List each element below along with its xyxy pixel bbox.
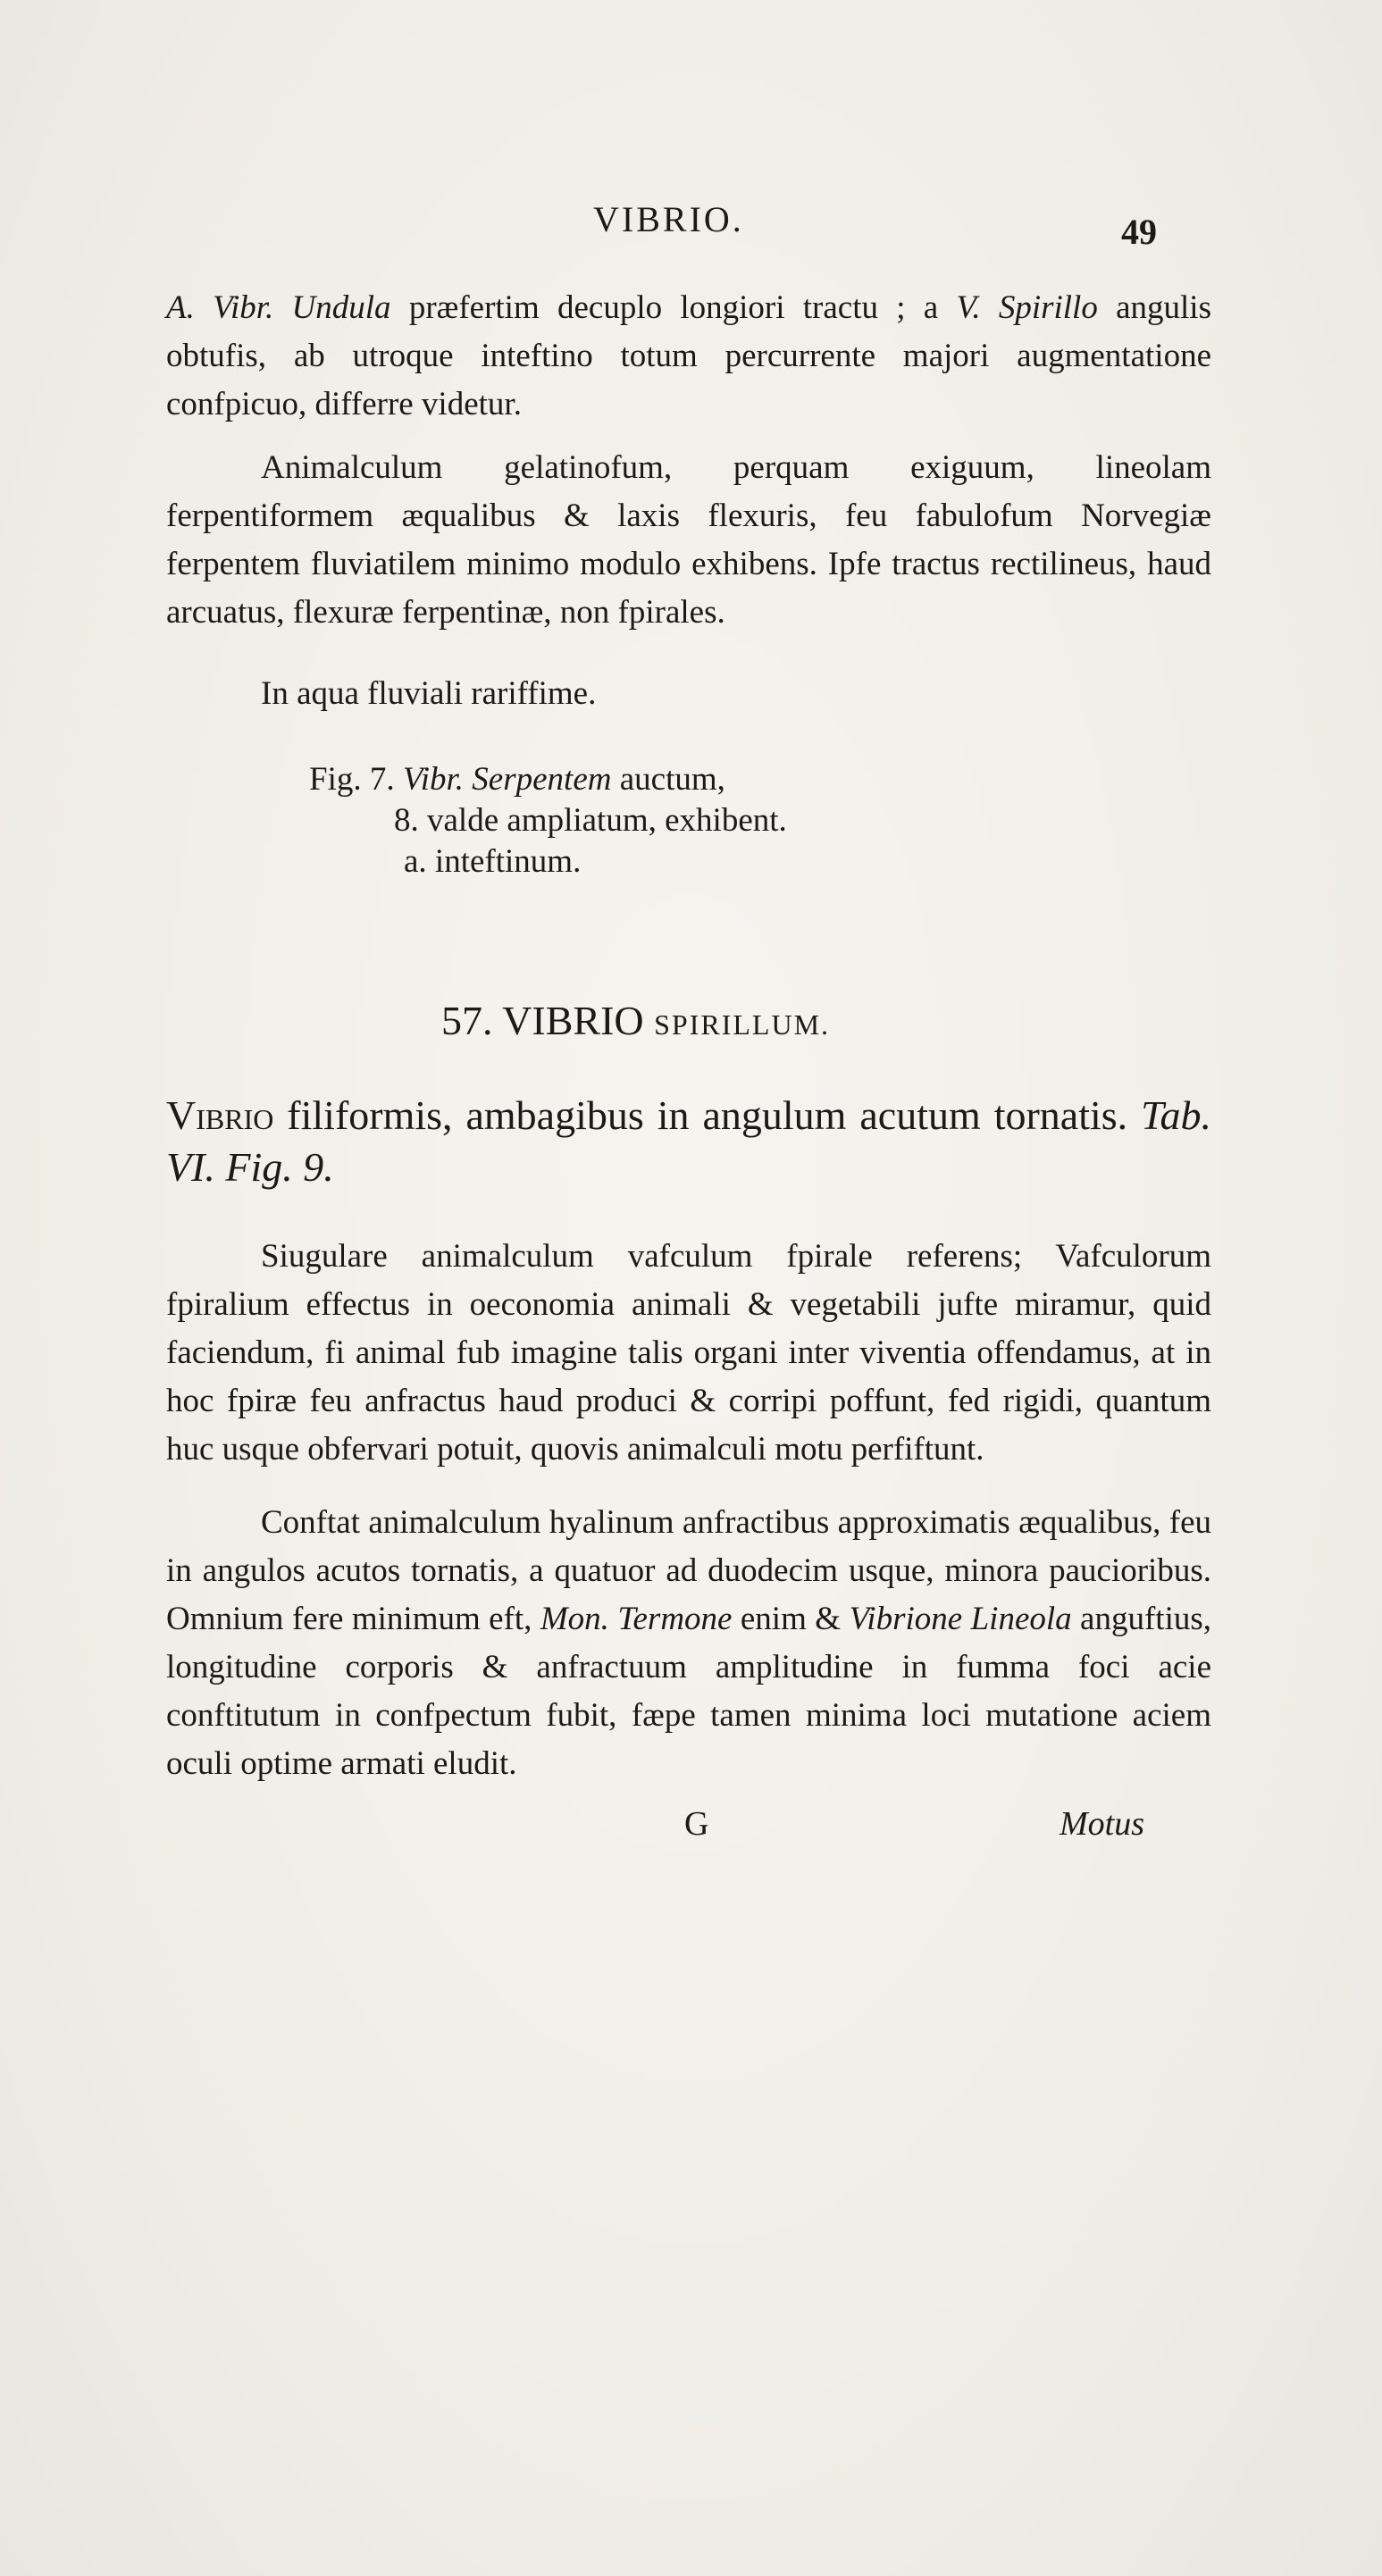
species-genus: VIBRIO xyxy=(502,998,644,1043)
paragraph-habitat xyxy=(166,670,1211,718)
paragraph-spiral xyxy=(166,1233,1211,1474)
paragraph-description xyxy=(166,444,1211,637)
figure-species: Vibr. Serpentem xyxy=(402,761,612,798)
paragraph-comparison xyxy=(166,284,1211,429)
species-ref: V. Spirillo xyxy=(956,289,1098,326)
paragraph-text: præfertim decuplo longiori tractu ; a xyxy=(390,289,957,326)
page-number: 49 xyxy=(1121,212,1157,252)
signature-mark: G xyxy=(684,1805,709,1843)
species-heading xyxy=(441,997,830,1044)
plate-reference: Tab. VI. Fig. 9. xyxy=(166,1092,1211,1190)
figure-label: Fig. 7. xyxy=(309,761,403,798)
species-ref: Vibrione Lineola xyxy=(849,1601,1072,1637)
catchword: Motus xyxy=(1060,1805,1144,1843)
paragraph-text: angulis obtufis, ab utroque inteftino totum percurrente majori augmentatione confpicuo, differre videtur. xyxy=(166,289,1211,422)
figure-line: a. inteftinum. xyxy=(404,843,582,880)
paragraph-structure xyxy=(166,1499,1211,1788)
running-head: VIBRIO. xyxy=(593,199,744,239)
paragraph-text: Conftat animalculum hyalinum anfractibus approximatis æqualibus, feu in angulos acutos tornatis, a quatuor ad duodecim usque, minora paucioribus. Omnium fere minimum eft, xyxy=(166,1504,1211,1637)
paragraph-text: In aqua fluviali rariffime. xyxy=(261,675,597,712)
diagnosis-text: filiformis, ambagibus in angulum acutum tornatis. xyxy=(273,1092,1142,1138)
paragraph-text: enim & xyxy=(732,1601,850,1637)
species-ref: A. Vibr. Undula xyxy=(166,289,391,326)
figure-reference xyxy=(309,759,787,882)
figure-line xyxy=(309,759,787,800)
paragraph-text: Animalculum gelatinofum, perquam exiguum, lineolam ferpentiformem æqualibus & laxis flexuris, feu fabulofum Norvegiæ ferpentem fluviatilem minimo modulo exhibens. Ipfe tractus rectilineus, haud arcuatus, flexuræ ferpentinæ, non fpirales. xyxy=(166,449,1211,631)
paragraph-text: anguftius, longitudine corporis & anfractuum amplitudine in fumma foci acie conftitutum in confpectum fubit, fæpe tamen minima loci mutatione aciem oculi optime armati eludit. xyxy=(166,1601,1212,1782)
species-ref: Mon. Termone xyxy=(540,1601,733,1637)
figure-line: 8. valde ampliatum, exhibent. xyxy=(394,802,787,839)
species-diagnosis xyxy=(166,1090,1211,1193)
figure-caption: auctum, xyxy=(611,761,725,798)
diagnosis-genus: Vibrio xyxy=(166,1092,274,1138)
paragraph-text: Siugulare animalculum vafculum fpirale referens; Vafculorum fpiralium effectus in oeconomia animali & vegetabili jufte miramur, quid faciendum, fi animal fub imagine talis organi inter viventia offendamus, at in hoc fpiræ feu anfractus haud produci & corripi poffunt, fed rigidi, quantum huc usque obfervari potuit, quovis animalculi motu perfiftunt. xyxy=(166,1238,1211,1468)
species-number: 57. xyxy=(441,998,493,1043)
species-epithet: SPIRILLUM. xyxy=(654,1008,831,1041)
